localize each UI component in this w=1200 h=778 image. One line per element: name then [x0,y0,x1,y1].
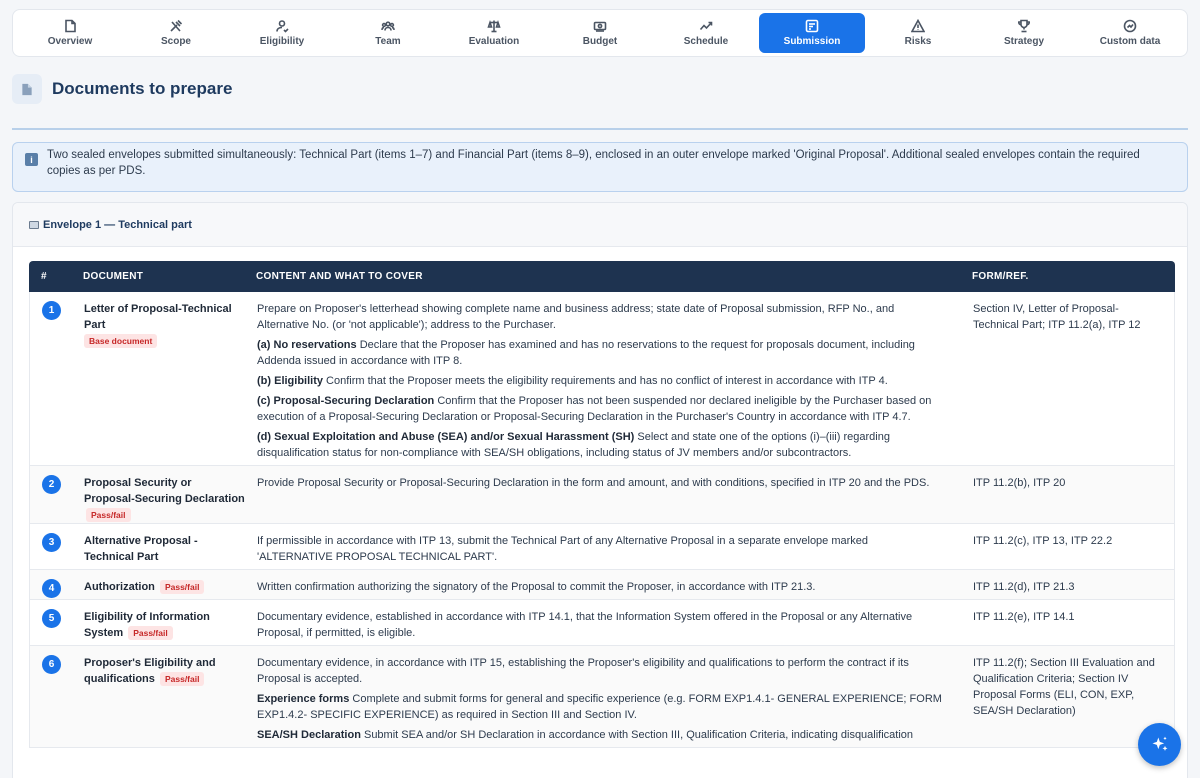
table-header [29,261,1175,292]
form-ref: ITP 11.2(f); Section III Evaluation and Qualification Criteria; Section IV Proposal Forms (ELI, CON, EXP, SEA/SH Declaration) [973,657,1155,717]
document-name-cell [84,579,257,599]
content-text: Complete and submit forms for general and specific experience (e.g. FORM EXP1.4.1- GENERAL EXPERIENCE; FORM EXP1.4.2- SPECIFIC EXPERIENCE) as required in Section III and Section IV. [257,693,942,721]
form-icon [805,19,819,33]
form-ref: ITP 11.2(c), ITP 13, ITP 22.2 [973,535,1113,547]
table-row [29,570,1175,600]
col-num: # [41,271,47,282]
tab-label: Submission [783,36,841,47]
page-header [12,73,232,105]
table-row [29,524,1175,570]
document-name-cell [84,301,257,465]
document-name-cell [84,475,257,523]
tab-schedule[interactable] [653,13,759,53]
tools-icon [169,19,183,33]
content-paragraph [257,301,973,333]
trend-icon [699,19,713,33]
content-paragraph [257,429,973,461]
sparkle-icon [1150,735,1170,755]
row-number: 6 [42,655,61,674]
tab-label: Custom data [1099,36,1161,47]
content-paragraph [257,475,973,491]
content-heading: (c) Proposal-Securing Declaration [257,395,435,407]
tab-strategy[interactable] [971,13,1077,53]
content-paragraph [257,655,973,687]
tab-label: Risks [904,36,932,47]
content-cell [257,301,973,465]
content-cell [257,609,973,645]
content-cell [257,533,973,569]
envelope-card [12,202,1188,778]
content-paragraph [257,727,973,743]
content-text: Documentary evidence, in accordance with ITP 15, establishing the Proposer's eligibility and qualifications to perform the contract if its Proposal is accepted. [257,657,909,685]
content-paragraph [257,337,973,369]
form-ref: Section IV, Letter of Proposal-Technical Part; ITP 11.2(a), ITP 12 [973,303,1141,331]
col-document: DOCUMENT [83,271,144,282]
money-icon [593,19,607,33]
document-name-cell [84,609,257,645]
file-icon [63,19,77,33]
scale-icon [487,19,501,33]
content-paragraph [257,533,973,565]
content-text: Select and state one of the options (i)–(iii) regarding disqualification status for non-compliance with SEA/SH obligations, including status of JV members and/or subcontractors. [257,431,890,459]
content-text: Confirm that the Proposer meets the eligibility requirements and has no conflict of interest in accordance with ITP 4. [323,375,888,387]
row-number: 5 [42,609,61,628]
content-text: Prepare on Proposer's letterhead showing complete name and business address; state date of Proposal submission, RFP No., and Alternative No. (or 'not applicable'); address to the Purchaser. [257,303,895,331]
page-title: Documents to prepare [52,79,233,98]
document-name: Proposal Security or Proposal-Securing Declaration [84,477,245,505]
table-row [29,646,1175,748]
tab-risks[interactable] [865,13,971,53]
form-ref: ITP 11.2(d), ITP 21.3 [973,581,1075,593]
document-name-cell [84,533,257,569]
gauge-icon [1123,19,1137,33]
col-ref: FORM/REF. [972,271,1029,282]
info-icon: i [25,153,38,166]
assistant-button[interactable] [1138,723,1181,766]
document-name: Authorization [84,581,155,593]
status-badge: Pass/fail [86,508,131,522]
tab-label: Evaluation [468,36,520,47]
row-number-cell [30,475,84,523]
row-number-cell [30,655,84,747]
row-number-cell [30,533,84,569]
envelope-header [13,203,1187,247]
info-text: Two sealed envelopes submitted simultaneously: Technical Part (items 1–7) and Financial Part (items 8–9), enclosed in an outer envelope marked 'Original Proposal'. Additional sealed envelopes contain the required copies as per PDS. [47,149,1140,177]
document-name: Eligibility of Information System [84,611,210,639]
row-number: 1 [42,301,61,320]
row-number-cell [30,301,84,465]
tab-label: Budget [582,36,618,47]
envelope-title: Envelope 1 — Technical part [43,218,192,231]
content-paragraph [257,373,973,389]
tab-submission[interactable] [759,13,865,53]
warning-icon [911,19,925,33]
content-text: If permissible in accordance with ITP 13, submit the Technical Part of any Alternative Proposal in a separate envelope marked 'ALTERNATIVE PROPOSAL TECHNICAL PART'. [257,535,869,563]
status-badge: Pass/fail [160,580,205,594]
documents-table [29,261,1175,748]
tab-eligibility[interactable] [229,13,335,53]
tab-custom-data[interactable] [1077,13,1183,53]
content-paragraph [257,393,973,425]
content-cell [257,475,973,523]
content-heading: Experience forms [257,693,350,705]
document-icon [12,74,42,104]
content-cell [257,579,973,599]
document-name: Letter of Proposal-Technical Part [84,303,232,331]
header-divider [12,128,1188,130]
content-heading: SEA/SH Declaration [257,729,361,741]
content-cell [257,655,973,747]
trophy-icon [1017,19,1031,33]
content-paragraph [257,609,973,641]
row-number-cell [30,579,84,599]
content-text: Documentary evidence, established in accordance with ITP 14.1, that the Information System offered in the Proposal or any Alternative Proposal, if permitted, is eligible. [257,611,913,639]
content-text: Confirm that the Proposer has not been suspended nor declared ineligible by the Purchaser based on execution of a Proposal-Securing Declaration or Proposal-Securing Declaration in the Purchaser's Country in accordance with ITP 4.7. [257,395,932,423]
col-content: CONTENT AND WHAT TO COVER [256,271,423,282]
tab-label: Schedule [683,36,729,47]
document-name-cell [84,655,257,747]
document-name: Proposer's Eligibility and qualifications [84,657,216,685]
tab-label: Team [375,36,401,47]
content-text: Written confirmation authorizing the signatory of the Proposal to commit the Proposer, in accordance with ITP 21.3. [257,581,816,593]
table-row [29,466,1175,524]
row-number: 3 [42,533,61,552]
tab-label: Overview [47,36,93,47]
tab-label: Strategy [1003,36,1044,47]
content-paragraph [257,691,973,723]
tab-team[interactable] [335,13,441,53]
content-text: Submit SEA and/or SH Declaration in accordance with Section III, Qualification Criteria, indicating disqualification [360,729,914,741]
row-number: 2 [42,475,61,494]
row-number: 4 [42,579,61,598]
table-row [29,600,1175,646]
top-nav [12,9,1188,57]
content-heading: (b) Eligibility [257,375,323,387]
status-badge: Pass/fail [160,672,205,686]
content-text: Declare that the Proposer has examined and has no reservations to the request for proposals document, including Addenda issued in accordance with ITP 8. [257,339,915,367]
tab-scope[interactable] [123,13,229,53]
users-icon [381,19,395,33]
content-paragraph [257,579,973,595]
tab-overview[interactable] [17,13,123,53]
info-banner [12,142,1188,192]
status-badge: Base document [84,334,157,348]
content-text: Provide Proposal Security or Proposal-Securing Declaration in the form and amount, and with conditions, specified in ITP 20 and the PDS. [257,477,930,489]
content-heading: (d) Sexual Exploitation and Abuse (SEA) and/or Sexual Harassment (SH) [257,431,635,443]
document-name: Alternative Proposal - Technical Part [84,535,198,563]
envelope-icon [29,221,39,229]
table-body [29,292,1175,748]
row-number-cell [30,609,84,645]
tab-label: Eligibility [259,36,305,47]
form-ref: ITP 11.2(e), ITP 14.1 [973,611,1075,623]
tab-label: Scope [160,36,191,47]
content-heading: (a) No reservations [257,339,357,351]
table-row [29,292,1175,466]
form-ref: ITP 11.2(b), ITP 20 [973,477,1066,489]
tab-budget[interactable] [547,13,653,53]
user-check-icon [275,19,289,33]
status-badge: Pass/fail [128,626,173,640]
tab-evaluation[interactable] [441,13,547,53]
